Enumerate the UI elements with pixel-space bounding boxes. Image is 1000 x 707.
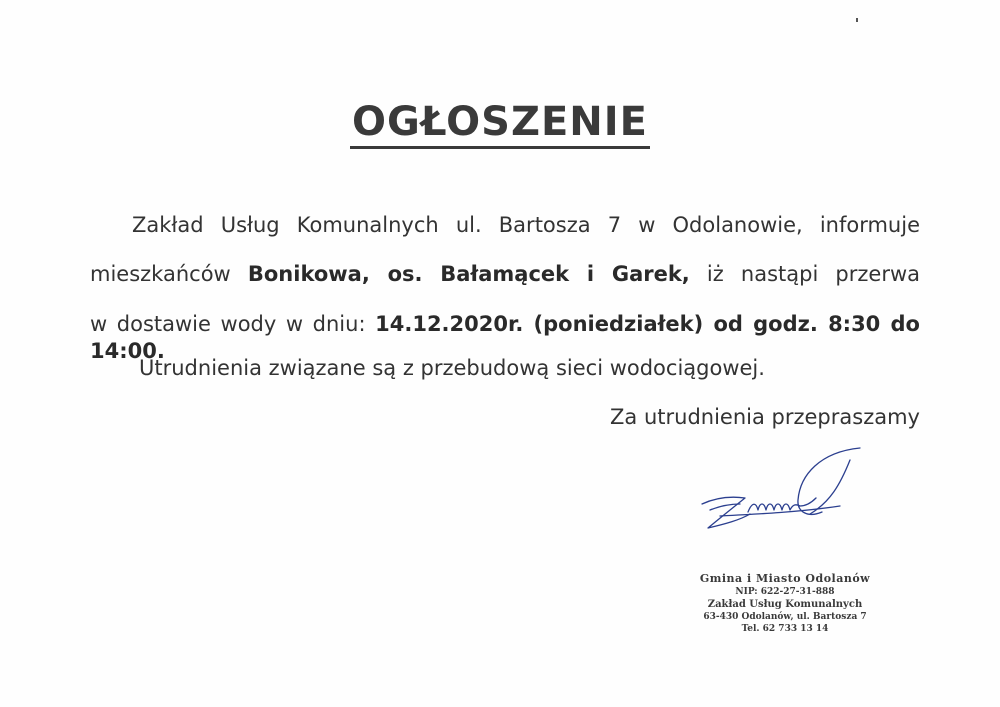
stamp-line-1: Gmina i Miasto Odolanów <box>699 572 871 585</box>
body-line-3-prefix: w dostawie wody w dniu: <box>90 312 376 336</box>
stamp-line-4: 63-430 Odolanów, ul. Bartosza 7 <box>703 612 867 622</box>
body-line-1 <box>90 212 920 239</box>
outage-date-time: 14.12.2020r. (poniedziałek) od godz. 8:30 do 14:00. <box>90 312 920 363</box>
closing-line <box>560 404 920 431</box>
body-line-2-prefix: mieszkańców <box>90 262 248 286</box>
body-line-1-text: Zakład Usług Komunalnych ul. Bartosza 7 w Odolanowie, informuje <box>132 213 920 237</box>
stamp-line-3: Zakład Usług Komunalnych <box>707 599 863 610</box>
closing-text: Za utrudnienia przepraszamy <box>610 405 920 429</box>
body-line-2-suffix: iż nastąpi przerwa <box>689 262 921 286</box>
handwritten-signature <box>690 440 880 540</box>
stamp-line-2: NIP: 622-27-31-888 <box>735 587 835 597</box>
stamp-line-5: Tel. 62 733 13 14 <box>741 624 829 634</box>
announcement-title <box>0 98 1000 149</box>
official-stamp <box>690 572 880 635</box>
title-text: OGŁOSZENIE <box>350 98 650 149</box>
body-line-4 <box>139 355 839 382</box>
scan-artifact <box>856 18 858 22</box>
body-line-4-text: Utrudnienia związane są z przebudową sieci wodociągowej. <box>139 356 765 380</box>
affected-areas: Bonikowa, os. Bałamącek i Garek, <box>247 262 690 286</box>
body-line-2 <box>90 261 920 288</box>
